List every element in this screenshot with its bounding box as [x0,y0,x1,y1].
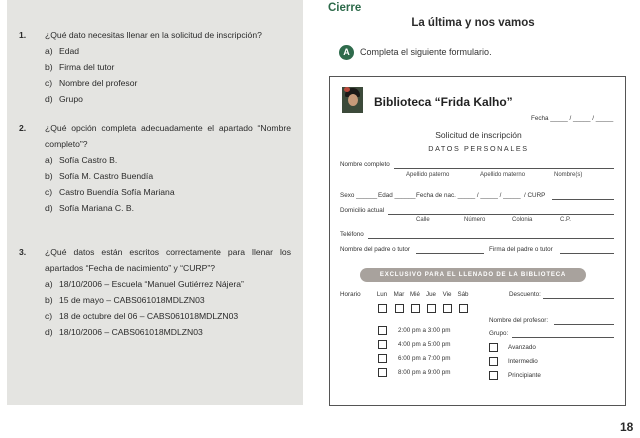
time-checkbox[interactable] [378,354,387,363]
paternal-surname-caption: Apellido paterno [406,172,450,178]
level-checkbox[interactable] [489,343,498,352]
address-field[interactable] [388,214,614,215]
time-option: 6:00 pm a 7:00 pm [398,355,451,362]
form-section-heading: DATOS PERSONALES [428,144,529,153]
answer-option[interactable]: a) Sofía Castro B. [45,155,118,165]
level-option: Principiante [508,372,541,379]
group-label: Grupo: [489,330,509,337]
group-field[interactable] [512,337,614,338]
library-form [329,76,626,406]
guardian-name-field[interactable] [416,253,484,254]
answer-option[interactable]: a) 18/10/2006 – Escuela “Manuel Gutiérrez Nájera” [45,279,244,289]
discount-label: Descuento: [509,291,541,298]
teacher-name-label: Nombre del profesor: [489,317,549,324]
day-wednesday: Mié [410,291,420,298]
time-checkbox[interactable] [378,368,387,377]
answer-option[interactable]: c) Castro Buendía Sofía Mariana [45,187,175,197]
day-checkbox[interactable] [459,304,468,313]
question-text: ¿Qué opción completa adecuadamente el apartado “Nombre completo”? [45,123,291,149]
form-title: Biblioteca “Frida Kalho” [374,95,513,109]
day-thursday: Jue [426,291,436,298]
library-use-banner: EXCLUSIVO PARA EL LLENADO DE LA BIBLIOTECA [360,268,586,282]
question-number: 2. [19,123,27,133]
answer-option[interactable]: b) Sofía M. Castro Buendía [45,171,154,181]
question-1 [19,27,291,107]
curp-field[interactable] [552,199,614,200]
time-option: 4:00 pm a 5:00 pm [398,341,451,348]
day-checkbox[interactable] [427,304,436,313]
answer-option[interactable]: d) Grupo [45,94,83,104]
sex-field[interactable]: Sexo ______ [340,192,378,199]
teacher-name-field[interactable] [554,324,614,325]
day-saturday: Sáb [457,291,469,298]
question-3 [19,244,291,340]
day-monday: Lun [376,291,388,298]
birthdate-field[interactable]: Fecha de nac. _____ / _____ / _____ [416,192,521,199]
given-names-caption: Nombre(s) [554,172,583,178]
answer-option[interactable]: c) Nombre del profesor [45,78,138,88]
level-option: Intermedio [508,358,538,365]
full-name-field[interactable] [394,168,614,169]
answer-option[interactable]: a) Edad [45,46,80,56]
postal-code-caption: C.P. [560,217,571,223]
answer-option[interactable]: b) 15 de mayo – CABS061018MDLZN03 [45,295,205,305]
guardian-name-label: Nombre del padre o tutor [340,246,411,253]
day-checkbox[interactable] [411,304,420,313]
question-text: ¿Qué dato necesitas llenar en la solicitud de inscripción? [45,30,262,40]
guardian-signature-field[interactable] [560,253,614,254]
question-number: 1. [19,30,27,40]
time-option: 8:00 pm a 9:00 pm [398,369,451,376]
curp-label: / CURP [524,192,546,199]
day-checkbox[interactable] [378,304,387,313]
date-field[interactable]: Fecha _____ / _____ / _____ [531,115,614,122]
question-text: ¿Qué datos están escritos correctamente para llenar los apartados “Fecha de nacimiento” y “CURP”? [45,247,291,273]
day-checkbox[interactable] [395,304,404,313]
time-checkbox[interactable] [378,340,387,349]
guardian-signature-label: Firma del padre o tutor [489,246,553,253]
age-field[interactable]: Edad ______ [378,192,416,199]
address-label: Domicilio actual [340,207,385,214]
time-option: 2:00 pm a 3:00 pm [398,327,451,334]
question-2 [19,120,291,216]
level-checkbox[interactable] [489,357,498,366]
page-number: 18 [620,420,634,434]
frida-portrait-icon [342,87,363,113]
discount-field[interactable] [543,298,614,299]
day-friday: Vie [442,291,452,298]
instruction-text: Completa el siguiente formulario. [360,47,492,57]
section-title: Cierre [328,2,362,14]
answer-option[interactable]: c) 18 de octubre del 06 – CABS061018MDLZN03 [45,311,239,321]
lesson-title: La última y nos vamos [411,17,535,29]
time-checkbox[interactable] [378,326,387,335]
full-name-label: Nombre completo [340,161,390,168]
day-checkbox[interactable] [443,304,452,313]
level-checkbox[interactable] [489,371,498,380]
phone-field[interactable] [368,238,614,239]
questions-panel [7,0,303,405]
day-tuesday: Mar [393,291,405,298]
colony-caption: Colonia [512,217,533,223]
level-option: Avanzado [508,344,536,351]
activity-badge: A [339,45,354,60]
answer-option[interactable]: d) 18/10/2006 – CABS061018MDLZN03 [45,327,203,337]
answer-option[interactable]: b) Firma del tutor [45,62,115,72]
answer-option[interactable]: d) Sofía Mariana C. B. [45,203,134,213]
street-caption: Calle [416,217,430,223]
question-number: 3. [19,247,27,257]
phone-label: Teléfono [340,231,364,238]
maternal-surname-caption: Apellido materno [480,172,526,178]
number-caption: Número [464,217,486,223]
form-subtitle: Solicitud de inscripción [435,130,522,140]
schedule-label: Horario [340,291,361,298]
